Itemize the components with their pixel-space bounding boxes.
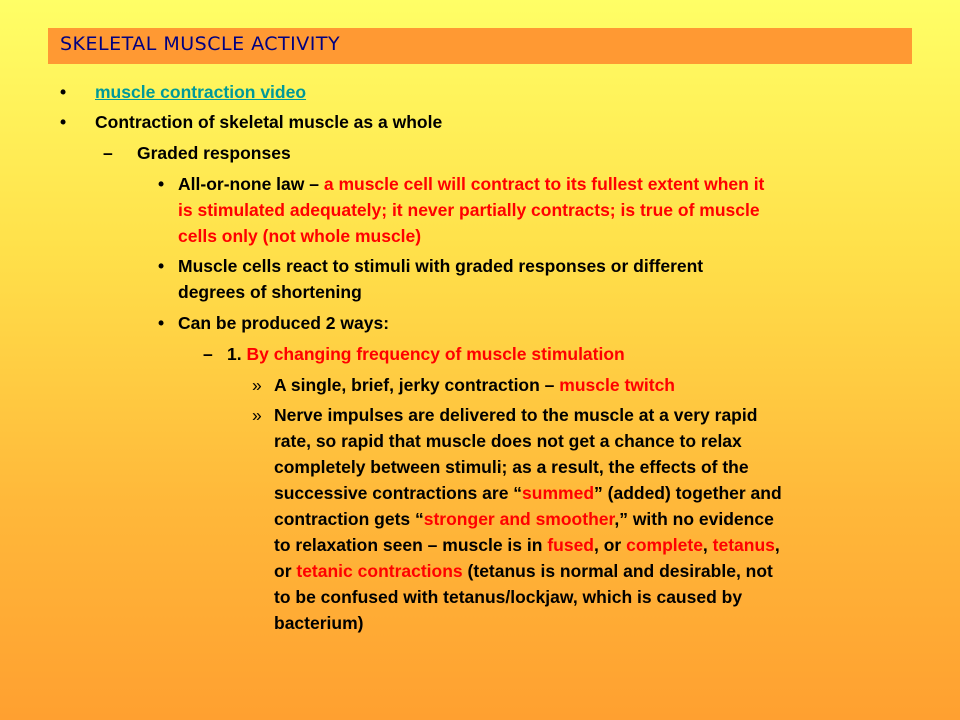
nerve-5c: ,” with no evidence bbox=[614, 509, 774, 529]
nerve-5a: contraction gets “ bbox=[274, 509, 424, 529]
method-1 bbox=[227, 341, 625, 367]
nerve-4c: ” (added) together and bbox=[594, 483, 782, 503]
bullet-marker: • bbox=[158, 256, 165, 276]
bullet-marker: • bbox=[60, 82, 67, 102]
muscle-cells-react-line-2: degrees of shortening bbox=[178, 282, 362, 302]
nerve-line-4 bbox=[274, 480, 782, 506]
raquo-marker: » bbox=[252, 405, 262, 425]
all-or-none-line-1 bbox=[178, 171, 764, 197]
nerve-line-8: to be confused with tetanus/lockjaw, which is caused by bbox=[274, 587, 743, 607]
bullet-marker: • bbox=[158, 313, 165, 333]
muscle-contraction-video-link[interactable]: muscle contraction video bbox=[95, 82, 307, 102]
nerve-4a: successive contractions are “ bbox=[274, 483, 523, 503]
summed-term: summed bbox=[522, 483, 595, 503]
tetanic-contractions-term: tetanic contractions bbox=[296, 561, 463, 581]
nerve-line-3: completely between stimuli; as a result, the effects of the bbox=[274, 457, 749, 477]
raquo-marker: » bbox=[252, 375, 262, 395]
slide-title: SKELETAL MUSCLE ACTIVITY bbox=[60, 33, 341, 55]
fused-term: fused bbox=[547, 535, 594, 555]
nerve-6a: to relaxation seen – muscle is in bbox=[274, 535, 548, 555]
nerve-line-2: rate, so rapid that muscle does not get a chance to relax bbox=[274, 431, 742, 451]
method-1-text: By changing frequency of muscle stimulation bbox=[246, 344, 625, 364]
bullet-contraction-whole: Contraction of skeletal muscle as a whole bbox=[95, 112, 443, 132]
nerve-line-7 bbox=[274, 558, 773, 584]
muscle-cells-react-line-1: Muscle cells react to stimuli with graded responses or different bbox=[178, 256, 704, 276]
nerve-6c: , or bbox=[594, 535, 627, 555]
tetanus-term: tetanus bbox=[712, 535, 775, 555]
graded-responses-heading: Graded responses bbox=[137, 143, 291, 163]
nerve-line-5 bbox=[274, 506, 774, 532]
twitch-line bbox=[274, 372, 675, 398]
bullet-marker: • bbox=[158, 174, 165, 194]
nerve-line-9: bacterium) bbox=[274, 613, 364, 633]
nerve-6e: , bbox=[702, 535, 713, 555]
all-or-none-term: All-or-none law – bbox=[178, 174, 324, 194]
dash-marker: – bbox=[103, 143, 113, 163]
nerve-7a: or bbox=[274, 561, 297, 581]
all-or-none-line-2: is stimulated adequately; it never partially contracts; is true of muscle bbox=[178, 200, 760, 220]
nerve-line-6 bbox=[274, 532, 780, 558]
twitch-text: A single, brief, jerky contraction – bbox=[274, 375, 560, 395]
dash-marker: – bbox=[203, 344, 213, 364]
method-1-number: 1. bbox=[227, 344, 247, 364]
can-be-produced: Can be produced 2 ways: bbox=[178, 313, 390, 333]
complete-term: complete bbox=[626, 535, 703, 555]
all-or-none-line-3: cells only (not whole muscle) bbox=[178, 226, 422, 246]
nerve-7c: (tetanus is normal and desirable, not bbox=[462, 561, 773, 581]
stronger-smoother-term: stronger and smoother bbox=[423, 509, 615, 529]
title-bar bbox=[48, 28, 912, 64]
nerve-line-1: Nerve impulses are delivered to the muscle at a very rapid bbox=[274, 405, 758, 425]
bullet-marker: • bbox=[60, 112, 67, 132]
twitch-term: muscle twitch bbox=[559, 375, 675, 395]
all-or-none-definition: a muscle cell will contract to its fullest extent when it bbox=[323, 174, 765, 194]
nerve-6g: , bbox=[774, 535, 780, 555]
